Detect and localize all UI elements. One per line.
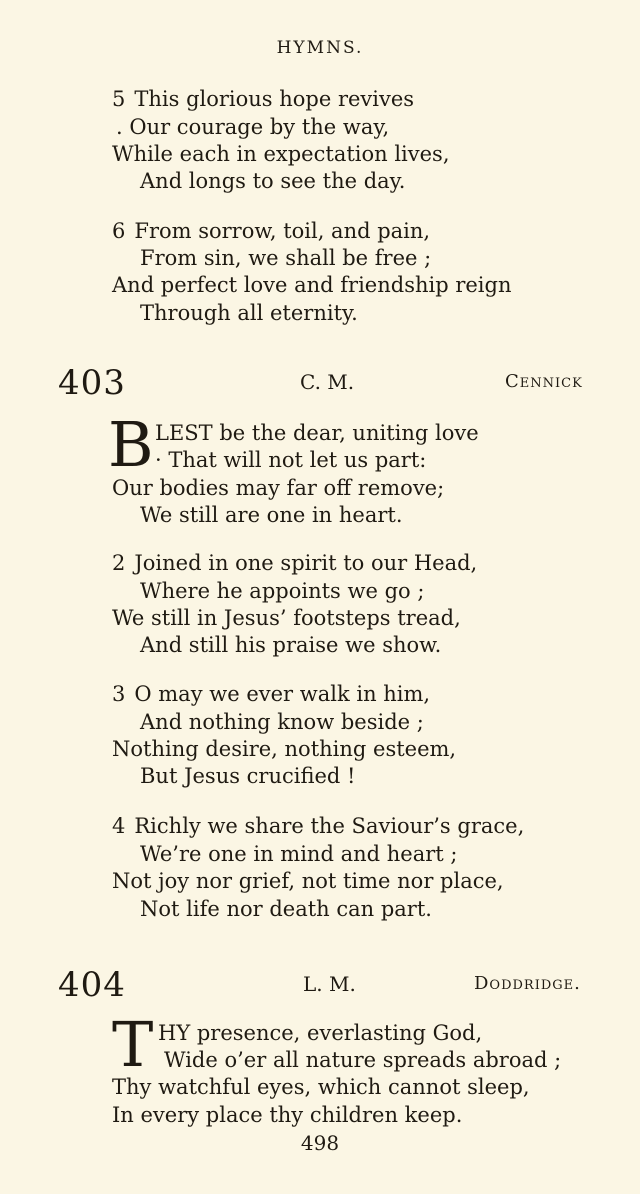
running-header: HYMNS. (276, 38, 364, 58)
verse-line: HY presence, everlasting God, (158, 1021, 483, 1045)
hymn-number: 404 (58, 965, 126, 1005)
verse-line: Thy watchful eyes, which cannot sleep, (112, 1075, 530, 1099)
verse-number: 4 (112, 814, 126, 838)
verse-line: Not joy nor grief, not time nor place, (112, 869, 504, 893)
hymn-number: 403 (58, 363, 126, 403)
verse-line: · That will not let us part: (155, 448, 427, 472)
verse-line: 5 This glorious hope revives (112, 87, 415, 111)
hymn-meter: C. M. (300, 370, 355, 394)
verse-number: 2 (112, 551, 126, 575)
verse-line: Where he appoints we go ; (140, 579, 425, 603)
verse-line: We still in Jesus’ footsteps tread, (112, 606, 461, 630)
verse-line: Not life nor death can part. (140, 897, 432, 921)
verse-line: And still his praise we show. (140, 633, 442, 657)
verse-line: But Jesus crucified ! (140, 764, 356, 788)
page-number: 498 (300, 1131, 340, 1155)
verse-line: And longs to see the day. (140, 169, 406, 193)
verse-line: 6 From sorrow, toil, and pain, (112, 219, 431, 243)
verse-line: We still are one in heart. (140, 503, 403, 527)
verse-line: 4 Richly we share the Saviour’s grace, (112, 814, 525, 838)
drop-cap: T (112, 1008, 154, 1081)
drop-cap: B (108, 408, 154, 481)
verse-line: We’re one in mind and heart ; (140, 842, 458, 866)
verse-line: LEST be the dear, uniting love (155, 421, 479, 445)
hymn-author: Doddridge. (474, 973, 581, 994)
hymn-meter: L. M. (303, 972, 356, 996)
verse-number: 3 (112, 682, 126, 706)
verse-line: . Our courage by the way, (116, 115, 390, 139)
verse-line: Wide o’er all nature spreads abroad ; (164, 1048, 562, 1072)
verse-line: Nothing desire, nothing esteem, (112, 737, 457, 761)
verse-line: 2 Joined in one spirit to our Head, (112, 551, 478, 575)
hymn-author: Cennick (505, 371, 583, 392)
verse-line: From sin, we shall be free ; (140, 246, 432, 270)
verse-line: And perfect love and friendship reign (112, 273, 512, 297)
verse-number: 5 (112, 87, 126, 111)
verse-line: Our bodies may far off remove; (112, 476, 445, 500)
verse-line: While each in expectation lives, (112, 142, 450, 166)
verse-line: Through all eternity. (140, 301, 358, 325)
verse-line: And nothing know beside ; (140, 710, 424, 734)
verse-line: 3 O may we ever walk in him, (112, 682, 431, 706)
verse-number: 6 (112, 219, 126, 243)
verse-line: In every place thy children keep. (112, 1103, 463, 1127)
